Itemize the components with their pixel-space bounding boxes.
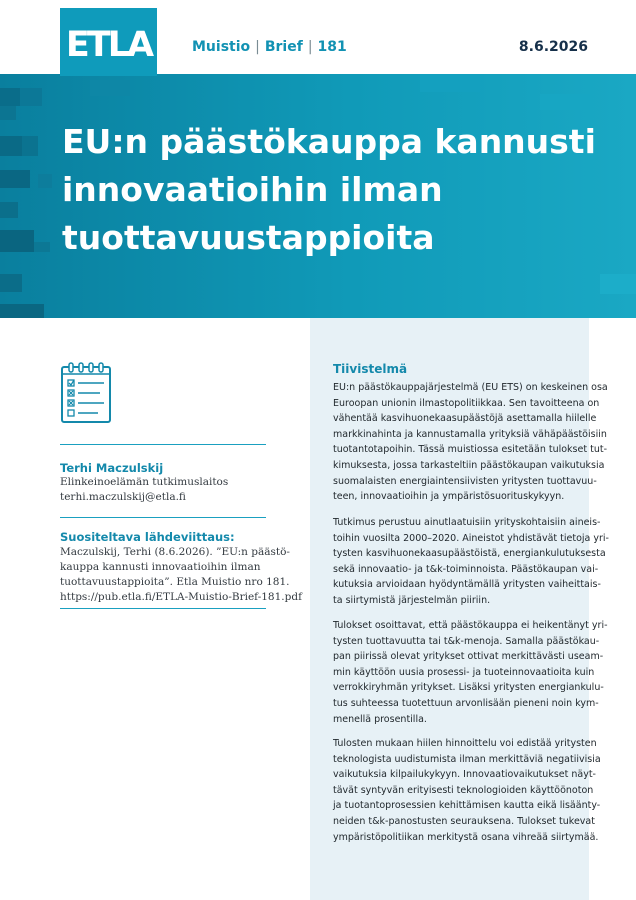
citation-heading: Suositeltava lähdeviittaus: (60, 530, 235, 544)
citation-line: tuottavuustappioita”. Etla Muistio nro 181. (60, 576, 290, 588)
summary-line: Euroopan unionin ilmastopolitiikkaa. Sen tavoitteena on (333, 397, 600, 409)
summary-paragraph (333, 736, 601, 845)
summary-line: vähentää kasvihuonekaasupäästöjä asettamalla hiilelle (333, 413, 597, 425)
summary-line: verrokkiryhmän yritykset. Lisäksi yritysten energiankulu- (333, 682, 604, 694)
summary-panel (310, 318, 609, 900)
summary-paragraph (333, 618, 608, 727)
etla-logo (60, 8, 157, 76)
summary-line: suomalaisten energiaintensiivisten yritysten tuottavuu- (333, 475, 597, 487)
series-name-en: Brief (264, 39, 303, 55)
banner-decoration (34, 242, 50, 252)
banner-decoration (0, 88, 20, 106)
summary-paragraph (333, 515, 609, 609)
banner-decoration (38, 174, 52, 188)
series-separator: | (307, 39, 313, 55)
divider (60, 444, 266, 445)
summary-line: ympäristöpolitiikan merkitystä osana vihreää siirtymää. (333, 831, 599, 843)
summary-line: tus suhteessa tuotettuun arvonlisään pieneni noin kym- (333, 697, 599, 709)
citation-line: Maczulskij, Terhi (8.6.2026). ”EU:n päästö- (60, 546, 290, 558)
banner-decoration (0, 304, 44, 318)
summary-line: sekä innovaatio- ja t&k-toiminnoista. Päästökaupan vai- (333, 563, 599, 575)
author-organization: Elinkeinoelämän tutkimuslaitos (60, 476, 229, 488)
summary-line: tuotantotapoihin. Tässä muistiossa esitetään tulokset tut- (333, 444, 607, 456)
series-label (192, 39, 347, 57)
summary-line: markkinahinta ja kannustamalla yrityksiä vähäpäästöisiin (333, 428, 607, 440)
publication-date: 8.6.2026 (518, 39, 588, 55)
banner-decoration (22, 136, 38, 156)
title-line: EU:n päästökauppa kannusti (62, 122, 596, 161)
summary-line: toihin vuosilta 2000–2020. Aineistot yhdistävät tietoja yri- (333, 532, 609, 544)
banner-decoration (600, 274, 636, 294)
banner-decoration (0, 230, 34, 252)
summary-line: EU:n päästökauppajärjestelmä (EU ETS) on keskeinen osa (333, 382, 608, 393)
summary-line: kimuksesta, jossa tarkasteltiin päästökaupan vaikutuksia (333, 459, 605, 471)
summary-line: ja tuotantoprosessien kehittämisen kautta eikä lisäänty- (333, 800, 601, 812)
summary-line: teknologista uudistumista ilman merkittäviä negatiivisia (333, 753, 601, 765)
summary-line: pan piirissä olevat yritykset ottivat merkittävästi useam- (333, 651, 604, 663)
title-line: tuottavuustappioita (62, 218, 435, 257)
summary-line: teen, innovaatioihin ja ympäristösuorituskykyyn. (333, 491, 565, 503)
banner-decoration (540, 94, 590, 110)
author-email[interactable]: terhi.maczulskij@etla.fi (60, 491, 186, 503)
banner-decoration (90, 80, 130, 96)
logo-text: ETLA (65, 24, 152, 65)
banner-decoration (20, 88, 42, 106)
summary-line: tysten kasvihuonekaasupäästöistä, energiankulutuksesta (333, 548, 606, 560)
banner-decoration (0, 202, 18, 218)
title-line: innovaatioihin ilman (62, 170, 443, 209)
series-name-fi: Muistio (192, 39, 251, 55)
summary-line: menellä prosentilla. (333, 713, 427, 725)
summary-line: Tulosten mukaan hiilen hinnoittelu voi edistää yritysten (333, 738, 597, 749)
summary-heading: Tiivistelmä (333, 362, 408, 376)
author-name: Terhi Maczulskij (60, 461, 164, 475)
divider (60, 608, 266, 609)
checklist-clipboard-icon (60, 362, 112, 424)
summary-line: kutuksia arvioidaan hyödyntämällä yritysten vaiheittais- (333, 579, 601, 591)
summary-line: tysten tuottavuutta tai t&k-menoja. Samalla päästökau- (333, 635, 600, 647)
summary-paragraph (333, 380, 608, 505)
banner-decoration (420, 74, 480, 92)
banner-decoration (0, 274, 22, 292)
summary-line: min käyttöön uusia prosessi- ja tuoteinnovaatioita kuin (333, 666, 595, 678)
banner-decoration (0, 170, 30, 188)
summary-line: Tulokset osoittavat, että päästökauppa ei heikentänyt yri- (333, 620, 608, 631)
citation-line: kauppa kannusti innovaatioihin ilman (60, 561, 261, 573)
citation-url[interactable]: https://pub.etla.fi/ETLA-Muistio-Brief-181.pdf (60, 591, 302, 603)
banner-decoration (0, 106, 16, 120)
page-title (62, 118, 596, 262)
banner-decoration (0, 136, 22, 156)
series-number: 181 (317, 39, 347, 55)
divider (60, 517, 266, 518)
citation-text (60, 545, 302, 605)
series-separator: | (255, 39, 260, 55)
summary-line: tävät syntyvän erityisesti teknologioiden käyttöönoton (333, 784, 594, 796)
summary-line: vaikutuksia kilpailukykyyn. Innovaatiovaikutukset näyt- (333, 769, 596, 781)
summary-line: ta siirtymistä järjestelmän piiriin. (333, 594, 491, 606)
summary-line: Tutkimus perustuu ainutlaatuisiin yrityskohtaisiin aineis- (333, 517, 601, 528)
summary-line: neiden t&k-panostusten seurauksena. Tulokset tukevat (333, 815, 595, 827)
